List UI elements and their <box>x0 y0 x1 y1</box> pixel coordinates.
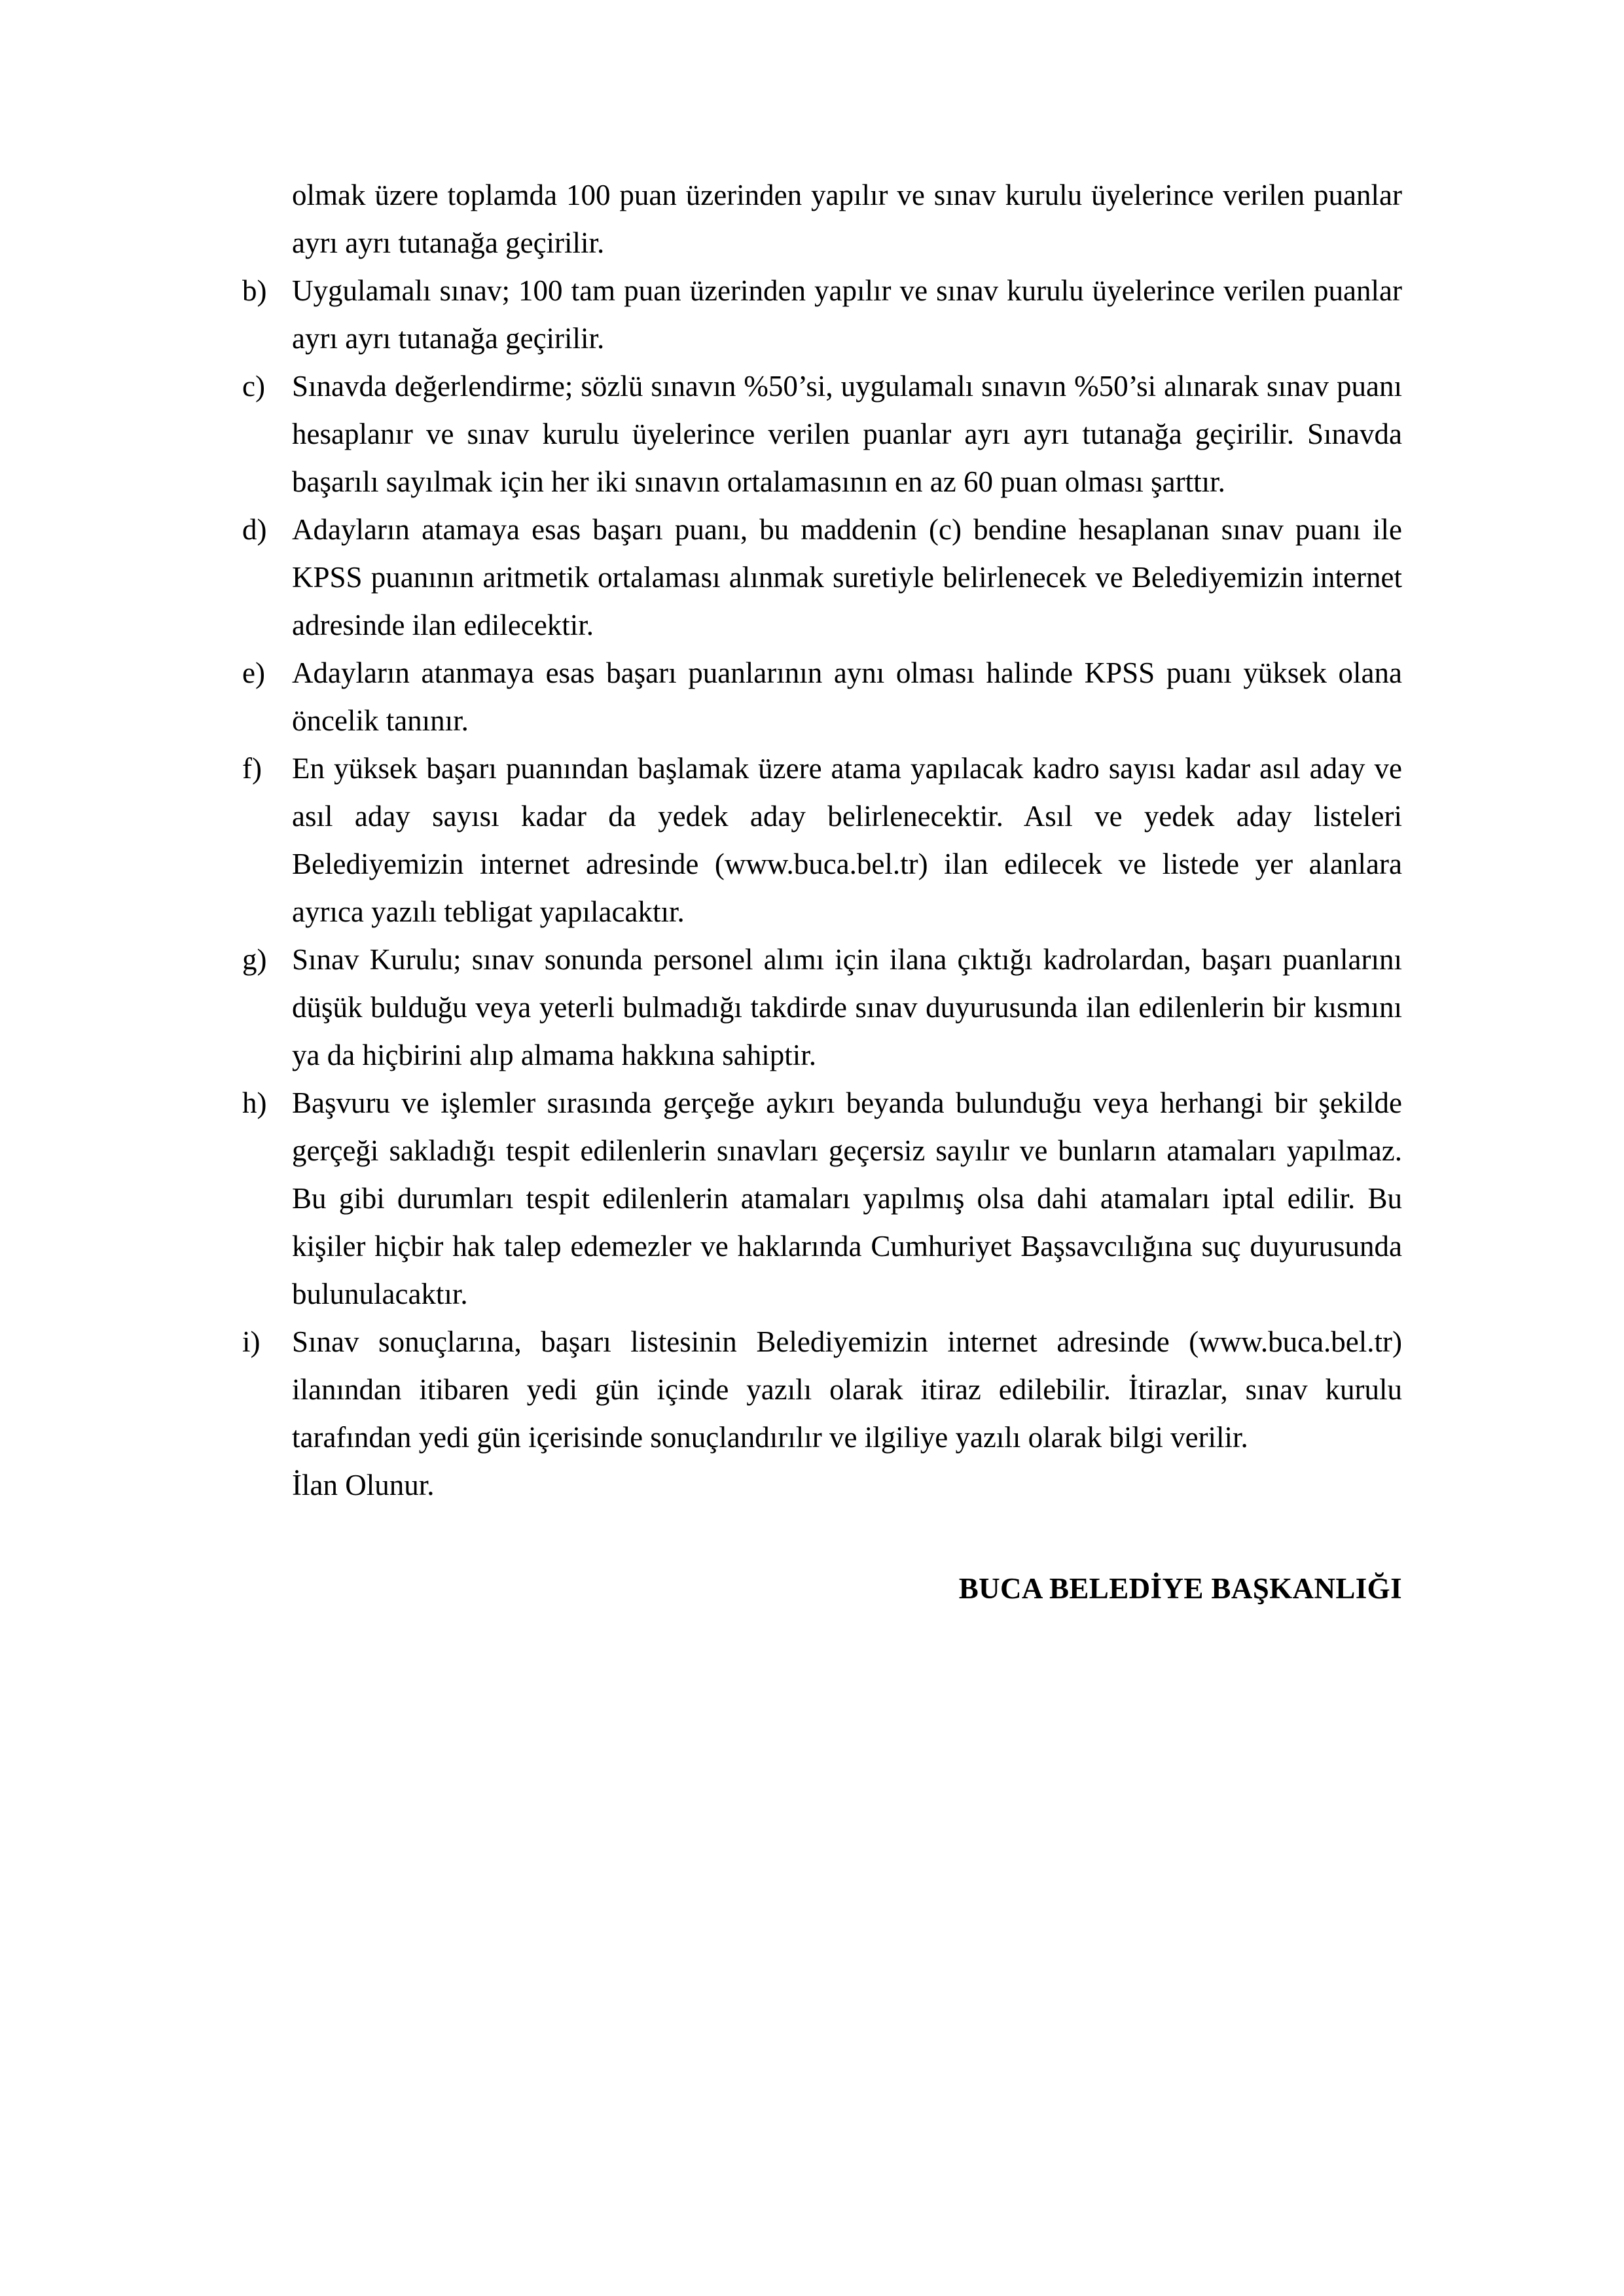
list-marker-f: f) <box>242 752 262 785</box>
list-item-i <box>242 1318 1402 1462</box>
list-item-d <box>242 506 1402 649</box>
list-text-g: Sınav Kurulu; sınav sonunda personel alımı için ilana çıktığı kadrolardan, başarı puanlarını düşük bulduğu veya yeterli bulmadığı takdirde sınav duyurusunda ilan edilenlerin bir kısmını ya da hiçbirini alıp almama hakkına sahiptir. <box>292 943 1402 1071</box>
closing-line: İlan Olunur. <box>292 1469 435 1501</box>
list-marker-d: d) <box>242 513 267 546</box>
list-marker-h: h) <box>242 1086 267 1119</box>
list-item-b <box>242 267 1402 363</box>
list-item-g <box>242 936 1402 1079</box>
list-text-c: Sınavda değerlendirme; sözlü sınavın %50’si, uygulamalı sınavın %50’si alınarak sınav puanı hesaplanır ve sınav kurulu üyelerince verilen puanlar ayrı ayrı tutanağa geçirilir. Sınavda başarılı sayılmak için her iki sınavın ortalamasının en az 60 puan olması şarttır. <box>292 370 1402 498</box>
list-marker-e: e) <box>242 656 265 689</box>
list-marker-i: i) <box>242 1325 261 1358</box>
list-item-f <box>242 745 1402 936</box>
list-text-b: Uygulamalı sınav; 100 tam puan üzerinden yapılır ve sınav kurulu üyelerince verilen puanlar ayrı ayrı tutanağa geçirilir. <box>292 274 1402 355</box>
list-marker-g: g) <box>242 943 267 976</box>
list-item-e <box>242 649 1402 745</box>
list-item-h <box>242 1079 1402 1318</box>
lettered-list <box>242 267 1402 1462</box>
continuation-paragraph: olmak üzere toplamda 100 puan üzerinden yapılır ve sınav kurulu üyelerince verilen puanlar ayrı ayrı tutanağa geçirilir. <box>292 179 1402 259</box>
list-text-d: Adayların atamaya esas başarı puanı, bu maddenin (c) bendine hesaplanan sınav puanı ile KPSS puanının aritmetik ortalaması alınmak suretiyle belirlenecek ve Belediyemizin internet adresinde ilan edilecektir. <box>292 513 1402 641</box>
list-marker-c: c) <box>242 370 265 403</box>
list-marker-b: b) <box>242 274 267 307</box>
list-text-i: Sınav sonuçlarına, başarı listesinin Belediyemizin internet adresinde (www.buca.bel.tr) ilanından itibaren yedi gün içinde yazılı olarak itiraz edilebilir. İtirazlar, sınav kurulu tarafından yedi gün içerisinde sonuçlandırılır ve ilgiliye yazılı olarak bilgi verilir. <box>292 1325 1402 1454</box>
list-text-f: En yüksek başarı puanından başlamak üzere atama yapılacak kadro sayısı kadar asıl aday ve asıl aday sayısı kadar da yedek aday belirlenecektir. Asıl ve yedek aday listeleri Belediyemizin internet adresinde (www.buca.bel.tr) ilan edilecek ve listede yer alanlara ayrıca yazılı tebligat yapılacaktır. <box>292 752 1402 928</box>
list-item-c <box>242 363 1402 506</box>
list-text-e: Adayların atanmaya esas başarı puanlarının aynı olması halinde KPSS puanı yüksek olana öncelik tanınır. <box>292 656 1402 737</box>
signature-authority: BUCA BELEDİYE BAŞKANLIĞI <box>958 1572 1402 1605</box>
list-text-h: Başvuru ve işlemler sırasında gerçeğe aykırı beyanda bulunduğu veya herhangi bir şekilde gerçeği sakladığı tespit edilenlerin sınavları geçersiz sayılır ve bunların atamaları yapılmaz. Bu gibi durumları tespit edilenlerin atamaları yapılmış olsa dahi atamaları iptal edilir. Bu kişiler hiçbir hak talep edemezler ve haklarında Cumhuriyet Başsavcılığına suç duyurusunda bulunulacaktır. <box>292 1086 1402 1310</box>
document-body <box>242 171 1402 1613</box>
